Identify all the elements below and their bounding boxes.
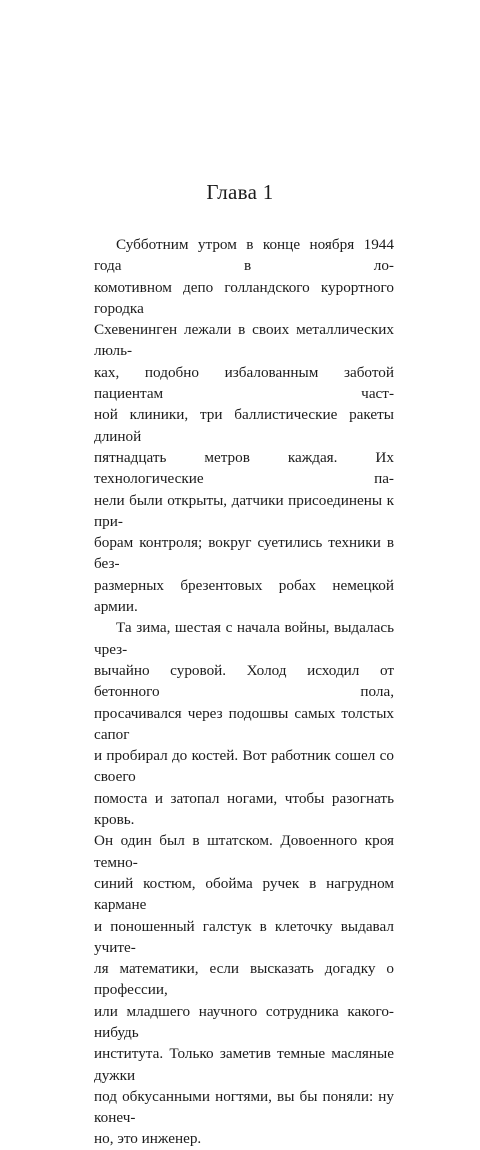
paragraph-2 <box>94 617 394 1149</box>
text-line: Та зима, шестая с начала войны, выдалась чрез- <box>94 619 394 658</box>
text-line: просачивался через подошвы самых толстых сапог <box>94 704 394 743</box>
text-line: или младшего научного сотрудника какого-нибудь <box>94 1002 394 1041</box>
text-line: института. Только заметив темные масляные дужки <box>94 1045 394 1084</box>
body-text <box>94 234 394 1150</box>
paragraph-1 <box>94 234 394 617</box>
text-line: нели были открыты, датчики присоединены к при- <box>94 491 394 530</box>
text-line: Он один был в штатском. Довоенного кроя темно- <box>94 832 394 871</box>
text-line: синий костюм, обойма ручек в нагрудном кармане <box>94 874 394 914</box>
text-line: ля математики, если высказать догадку о профессии, <box>94 960 394 999</box>
text-line: Схевенинген лежали в своих металлических люль- <box>94 321 394 360</box>
text-line: вычайно суровой. Холод исходил от бетонного пола, <box>94 661 394 701</box>
text-line: и пробирал до костей. Вот работник сошел со своего <box>94 747 394 786</box>
text-line: но, это инженер. <box>94 1130 202 1148</box>
text-line: ной клиники, три баллистические ракеты длиной <box>94 406 394 445</box>
text-line: Субботним утром в конце ноября 1944 года в ло- <box>94 236 394 275</box>
text-line: борам контроля; вокруг суетились техники в без- <box>94 534 394 573</box>
text-line: под обкусанными ногтями, вы бы поняли: ну конеч- <box>94 1087 394 1127</box>
text-line: комотивном депо голландского курортного городка <box>94 278 394 317</box>
text-line: пятнадцать метров каждая. Их технологические па- <box>94 448 394 488</box>
text-line: помоста и затопал ногами, чтобы разогнать кровь. <box>94 789 394 829</box>
chapter-title: Глава 1 <box>206 180 274 204</box>
text-line: размерных брезентовых робах немецкой армии. <box>94 576 394 616</box>
text-line: и поношенный галстук в клеточку выдавал учите- <box>94 917 394 956</box>
text-line: ках, подобно избалованным заботой пациентам част- <box>94 363 394 403</box>
